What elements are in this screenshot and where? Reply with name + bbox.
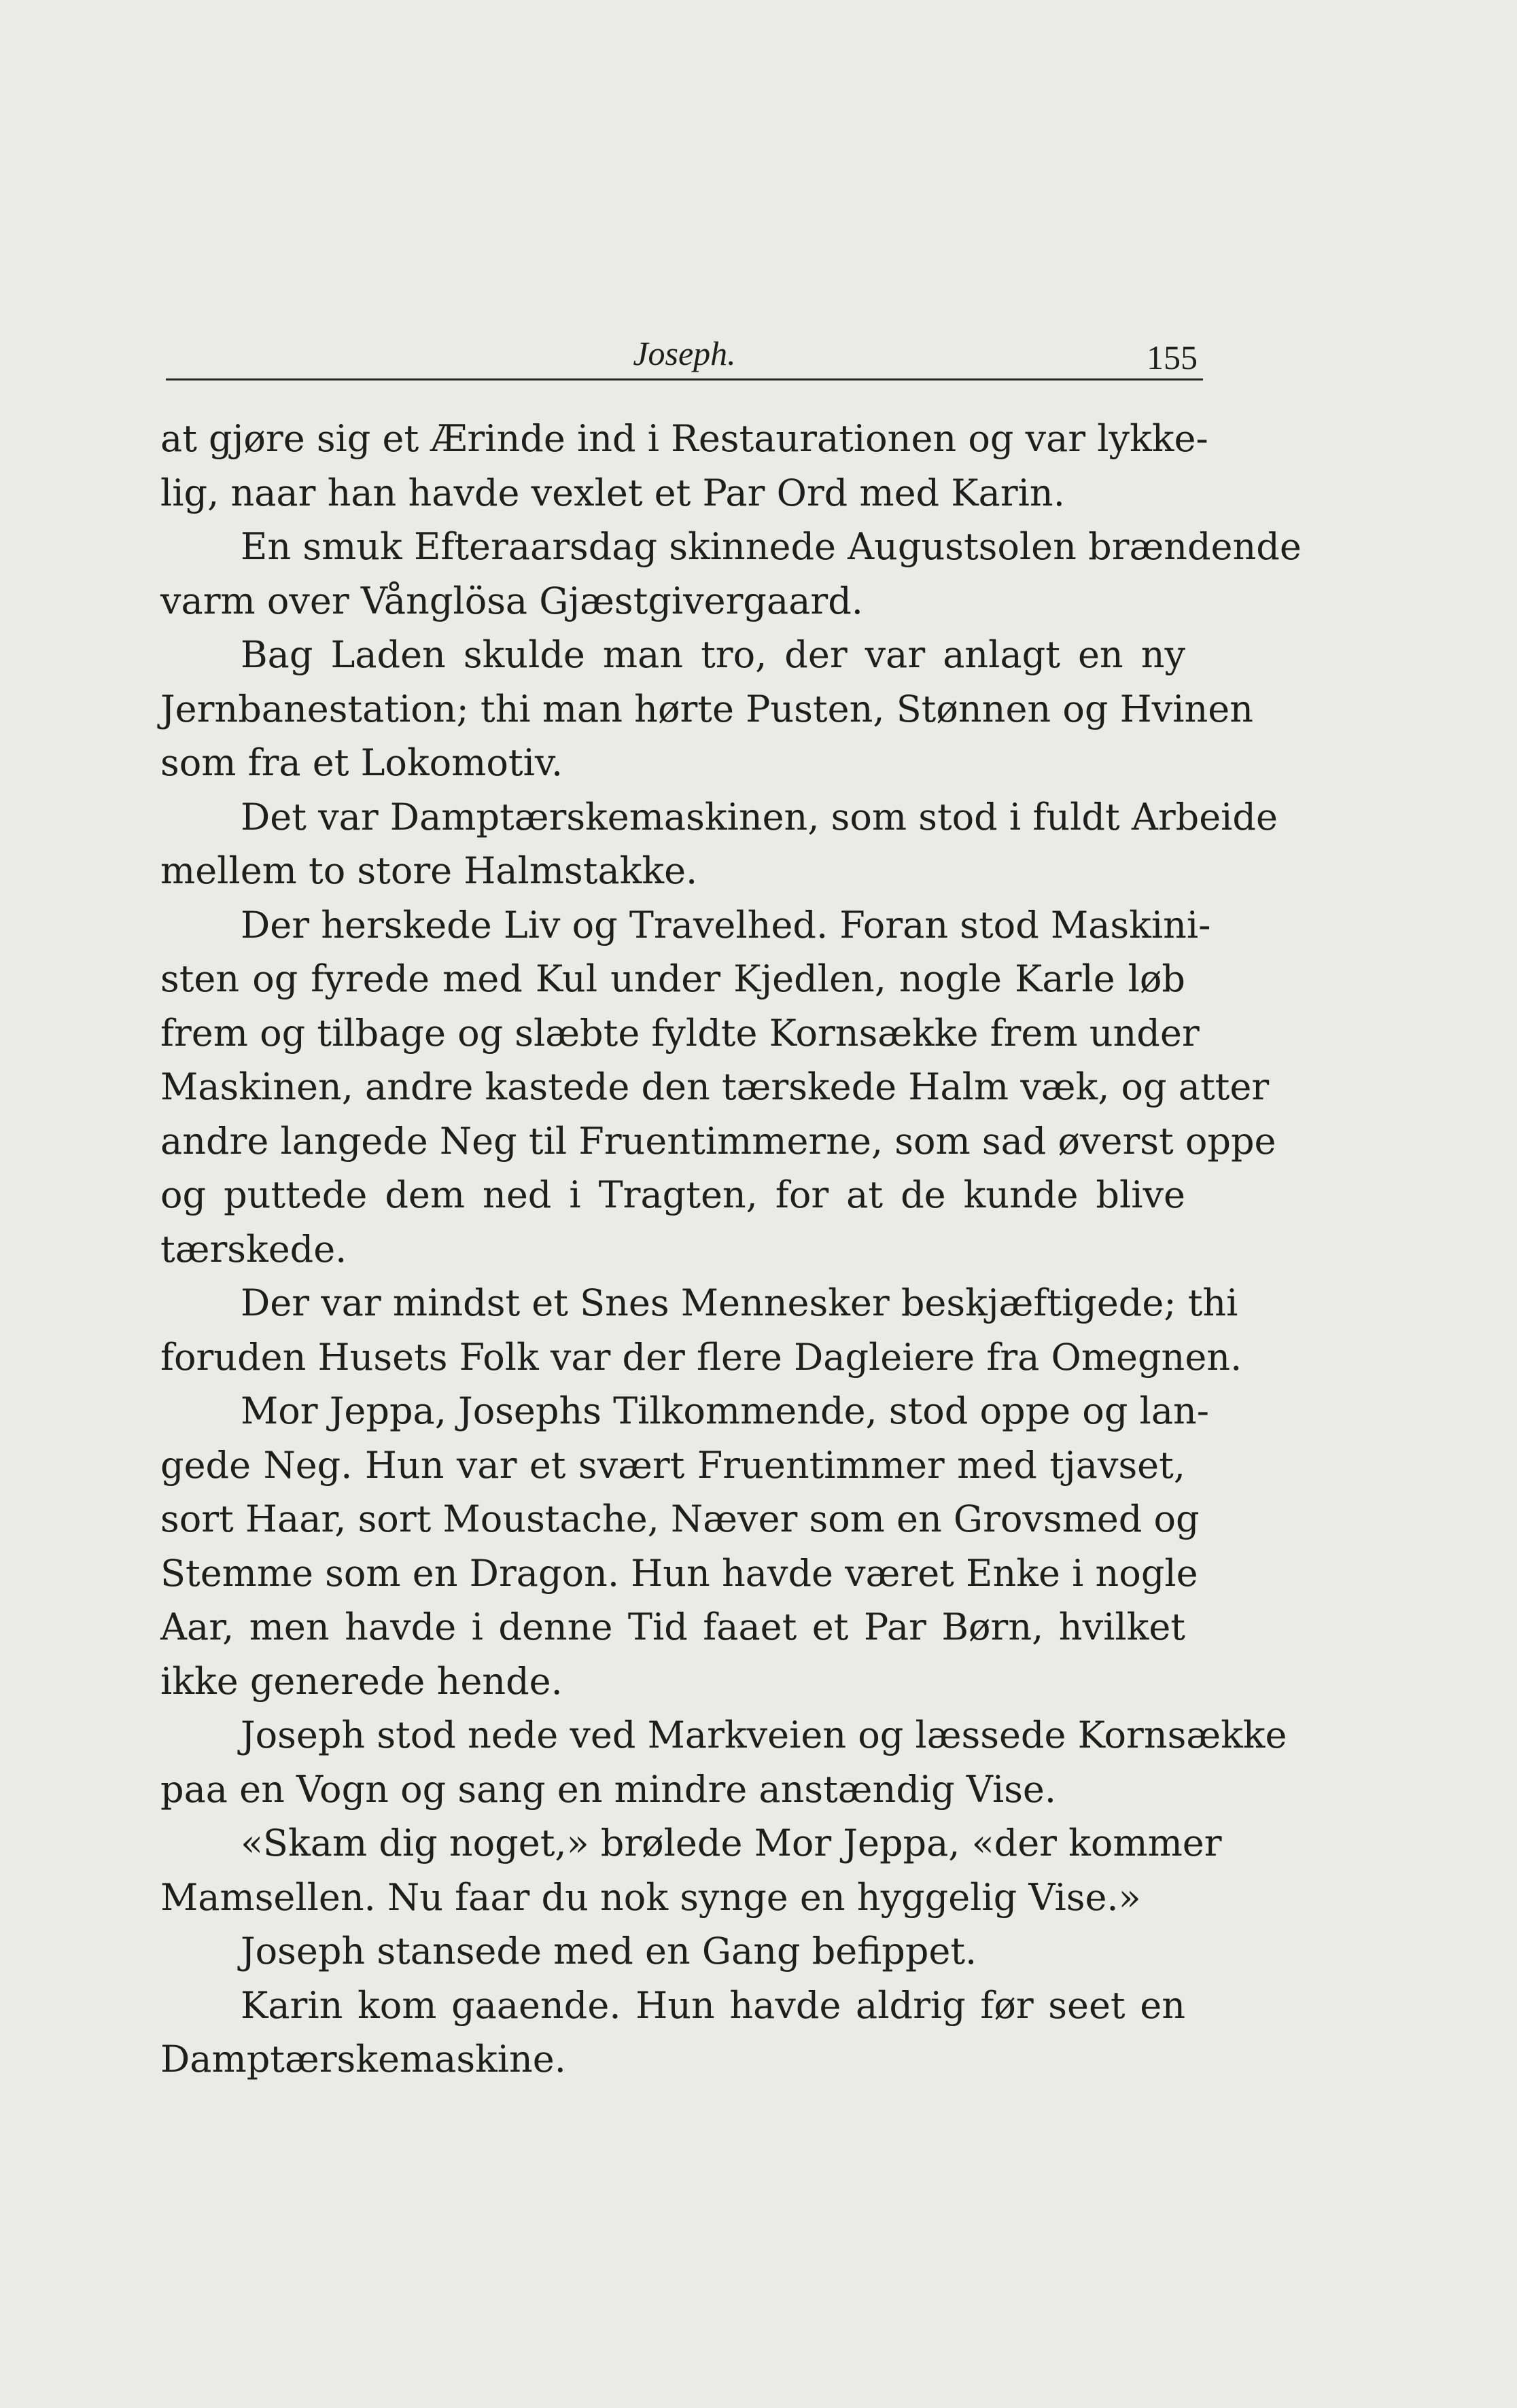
running-title: Joseph. — [633, 334, 736, 372]
text-line: Joseph stod nede ved Markveien og læssede Kornsække — [241, 1714, 1287, 1756]
text-line: Stemme som en Dragon. Hun havde været Enke i nogle — [160, 1551, 1198, 1595]
text-line: tærskede. — [160, 1227, 347, 1271]
text-line: Maskinen, andre kastede den tærskede Halm væk, og atter — [160, 1065, 1270, 1108]
text-line: gede Neg. Hun var et svært Fruentimmer med tjavset, — [160, 1443, 1185, 1487]
text-line: sten og fyrede med Kul under Kjedlen, nogle Karle løb — [160, 957, 1185, 1000]
text-line: «Skam dig noget,» brølede Mor Jeppa, «der kommer — [241, 1822, 1222, 1864]
text-line: Jernbanestation; thi man hørte Pusten, Stønnen og Hvinen — [160, 687, 1253, 730]
text-line: Aar, men havde i denne Tid faaet et Par Børn, hvilket — [160, 1606, 1185, 1648]
text-line: paa en Vogn og sang en mindre anstændig Vise. — [160, 1767, 1057, 1811]
text-line: og puttede dem ned i Tragten, for at de kunde blive — [160, 1173, 1185, 1216]
text-line: Mor Jeppa, Josephs Tilkommende, stod oppe og lan- — [241, 1389, 1210, 1432]
text-line: andre langede Neg til Fruentimmerne, som sad øverst oppe — [160, 1119, 1276, 1163]
text-line: frem og tilbage og slæbte fyldte Kornsække frem under — [160, 1011, 1200, 1055]
text-line: Damptærskemaskine. — [160, 2038, 566, 2081]
text-line: En smuk Efteraarsdag skinnede Augustsolen brændende — [241, 525, 1302, 568]
text-line: varm over Vånglösa Gjæstgivergaard. — [160, 579, 863, 622]
text-line: som fra et Lokomotiv. — [160, 741, 563, 784]
text-line: Det var Damptærskemaskinen, som stod i fuldt Arbeide — [241, 795, 1278, 838]
text-line: ikke generede hende. — [160, 1659, 563, 1703]
page-header — [166, 319, 1203, 380]
text-line: foruden Husets Folk var der flere Dagleiere fra Omegnen. — [160, 1335, 1242, 1379]
body-text — [160, 412, 1302, 2087]
text-line: at gjøre sig et Ærinde ind i Restaurationen og var lykke- — [160, 417, 1208, 460]
text-line: sort Haar, sort Moustache, Næver som en Grovsmed og — [160, 1498, 1200, 1540]
text-line: mellem to store Halmstakke. — [160, 849, 698, 892]
text-line: Karin kom gaaende. Hun havde aldrig før seet en — [241, 1983, 1185, 2027]
page-number: 155 — [1147, 338, 1198, 376]
text-line: Bag Laden skulde man tro, der var anlagt en ny — [241, 633, 1185, 676]
header-rule — [166, 378, 1203, 380]
text-line: Der herskede Liv og Travelhed. Foran stod Maskini- — [241, 903, 1211, 946]
text-line: Joseph stansede med en Gang befippet. — [241, 1930, 977, 1972]
text-line: lig, naar han havde vexlet et Par Ord med Karin. — [160, 471, 1065, 514]
text-line: Der var mindst et Snes Mennesker beskjæftigede; thi — [241, 1281, 1238, 1324]
text-line: Mamsellen. Nu faar du nok synge en hyggelig Vise.» — [160, 1875, 1141, 1919]
